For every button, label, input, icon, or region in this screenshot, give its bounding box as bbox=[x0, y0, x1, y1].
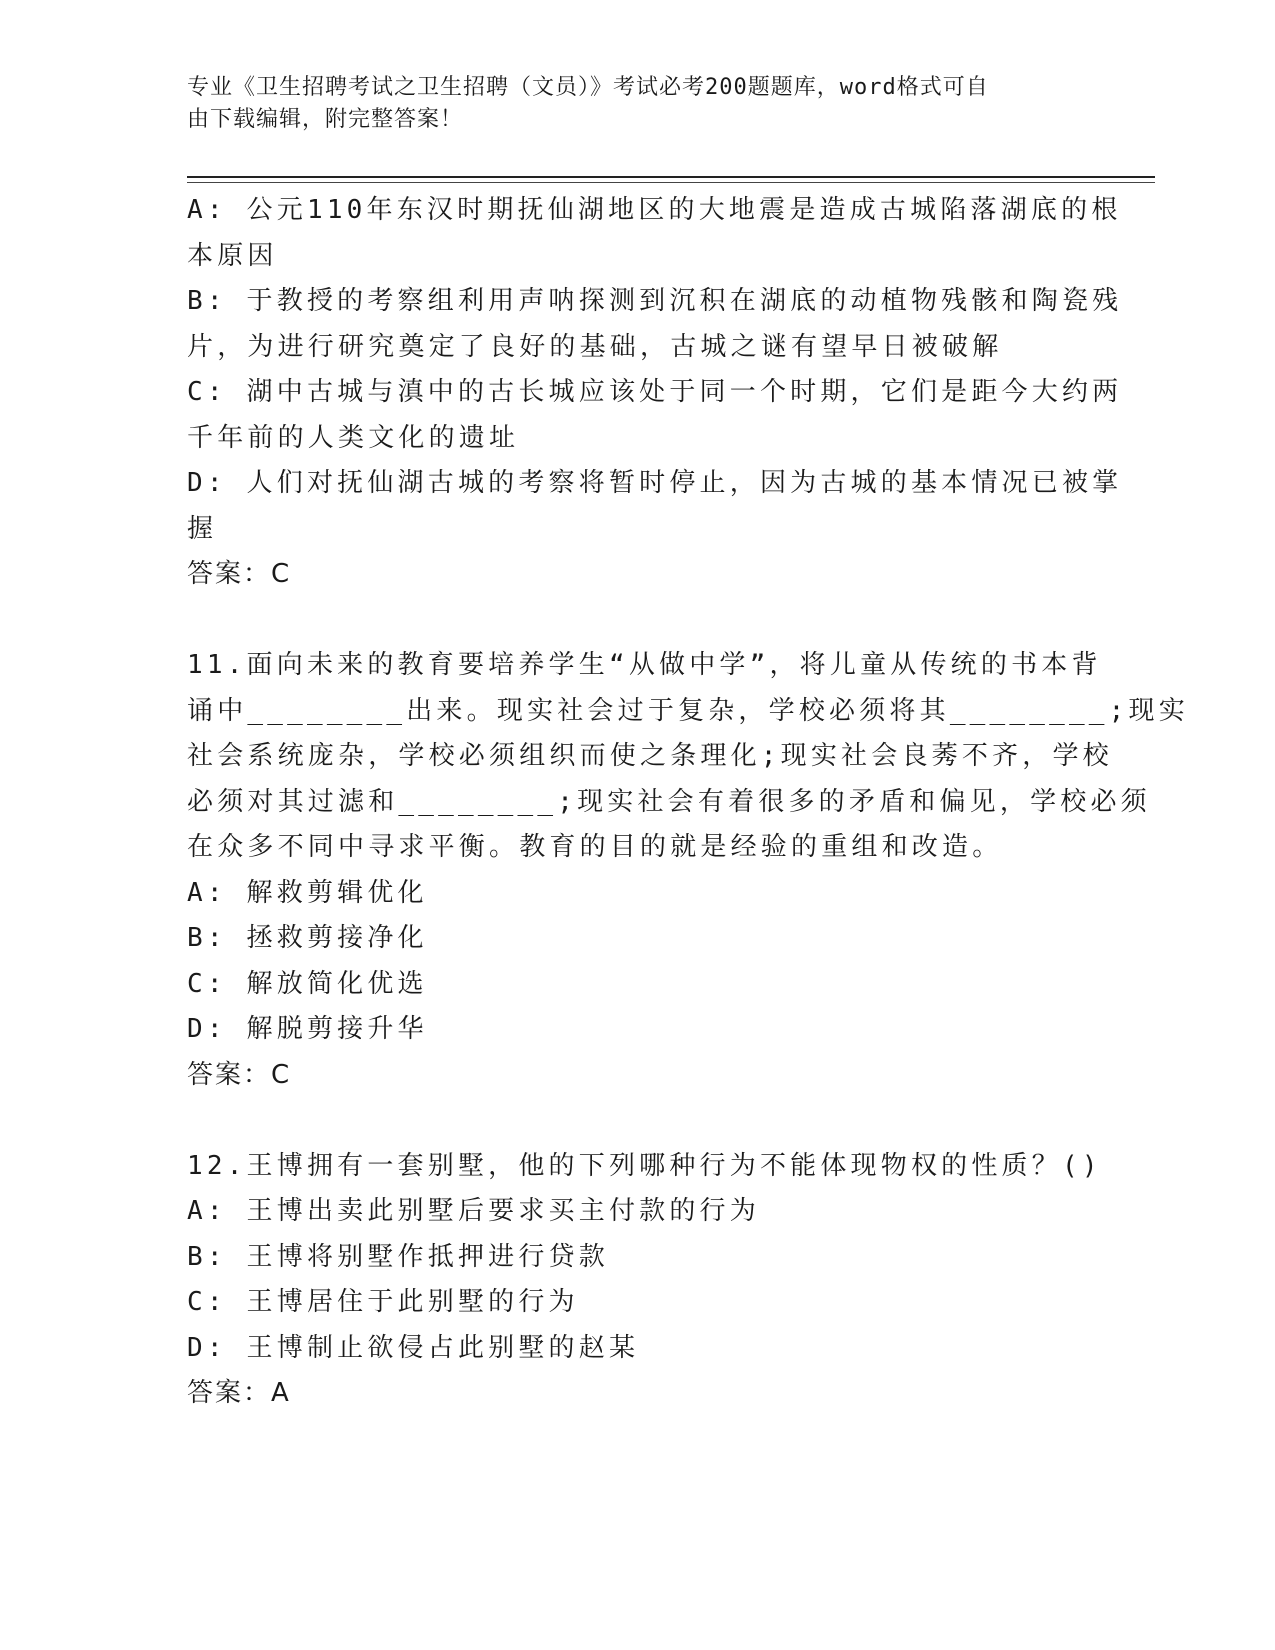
option-a-line-2: 本原因 bbox=[187, 240, 278, 271]
question-spacer bbox=[187, 1098, 1082, 1144]
answer-line: 答案：C bbox=[187, 1059, 292, 1090]
option-b-line-2: 片，为进行研究奠定了良好的基础，古城之谜有望早日被破解 bbox=[187, 331, 1003, 362]
option-d: D: 王博制止欲侵占此别墅的赵某 bbox=[187, 1332, 640, 1363]
option-c-line-2: 千年前的人类文化的遗址 bbox=[187, 422, 520, 453]
option-a-line-1: A: 公元110年东汉时期抚仙湖地区的大地震是造成古城陷落湖底的根 bbox=[187, 195, 1122, 225]
option-b: B: 拯救剪接净化 bbox=[187, 923, 428, 953]
option-d-line-1: D: 人们对抚仙湖古城的考察将暂时停止，因为古城的基本情况已被掌 bbox=[187, 468, 1123, 498]
document-header bbox=[187, 72, 1067, 136]
stem-line-4: 必须对其过滤和________;现实社会有着很多的矛盾和偏见，学校必须 bbox=[187, 786, 1151, 817]
option-d: D: 解脱剪接升华 bbox=[187, 1014, 428, 1044]
answer-line: 答案：C bbox=[187, 559, 292, 589]
stem-line-1: 11.面向未来的教育要培养学生“从做中学”，将儿童从传统的书本背 bbox=[187, 650, 1102, 680]
option-a: A: 解救剪辑优化 bbox=[187, 877, 428, 908]
header-line-2: 由下载编辑，附完整答案！ bbox=[187, 107, 464, 132]
stem-line-3: 社会系统庞杂，学校必须组织而使之条理化;现实社会良莠不齐，学校 bbox=[187, 741, 1113, 771]
question-12 bbox=[187, 1144, 1102, 1417]
option-c: C: 王博居住于此别墅的行为 bbox=[187, 1287, 579, 1317]
header-line-1: 专业《卫生招聘考试之卫生招聘（文员）》考试必考200题题库，word格式可自 bbox=[187, 75, 989, 100]
option-c: C: 解放简化优选 bbox=[187, 968, 428, 999]
stem-line-2: 诵中________出来。现实社会过于复杂，学校必须将其________;现实 bbox=[187, 695, 1189, 726]
answer-line: 答案：A bbox=[187, 1378, 291, 1408]
question-11 bbox=[187, 643, 1189, 1098]
stem-line-5: 在众多不同中寻求平衡。教育的目的就是经验的重组和改造。 bbox=[187, 832, 1003, 862]
option-d-line-2: 握 bbox=[187, 513, 218, 544]
option-b-line-1: B: 于教授的考察组利用声呐探测到沉积在湖底的动植物残骸和陶瓷残 bbox=[187, 286, 1123, 316]
option-c-line-1: C: 湖中古城与滇中的古长城应该处于同一个时期，它们是距今大约两 bbox=[187, 377, 1123, 407]
stem-line-1: 12.王博拥有一套别墅，他的下列哪种行为不能体现物权的性质？() bbox=[187, 1150, 1102, 1181]
option-b: B: 王博将别墅作抵押进行贷款 bbox=[187, 1241, 609, 1272]
option-a: A: 王博出卖此别墅后要求买主付款的行为 bbox=[187, 1196, 760, 1226]
header-rule-thin bbox=[187, 182, 1155, 183]
header-rule-thick bbox=[187, 176, 1155, 178]
question-spacer bbox=[187, 598, 1082, 644]
question-content bbox=[187, 188, 1189, 1417]
question-10 bbox=[187, 188, 1123, 598]
